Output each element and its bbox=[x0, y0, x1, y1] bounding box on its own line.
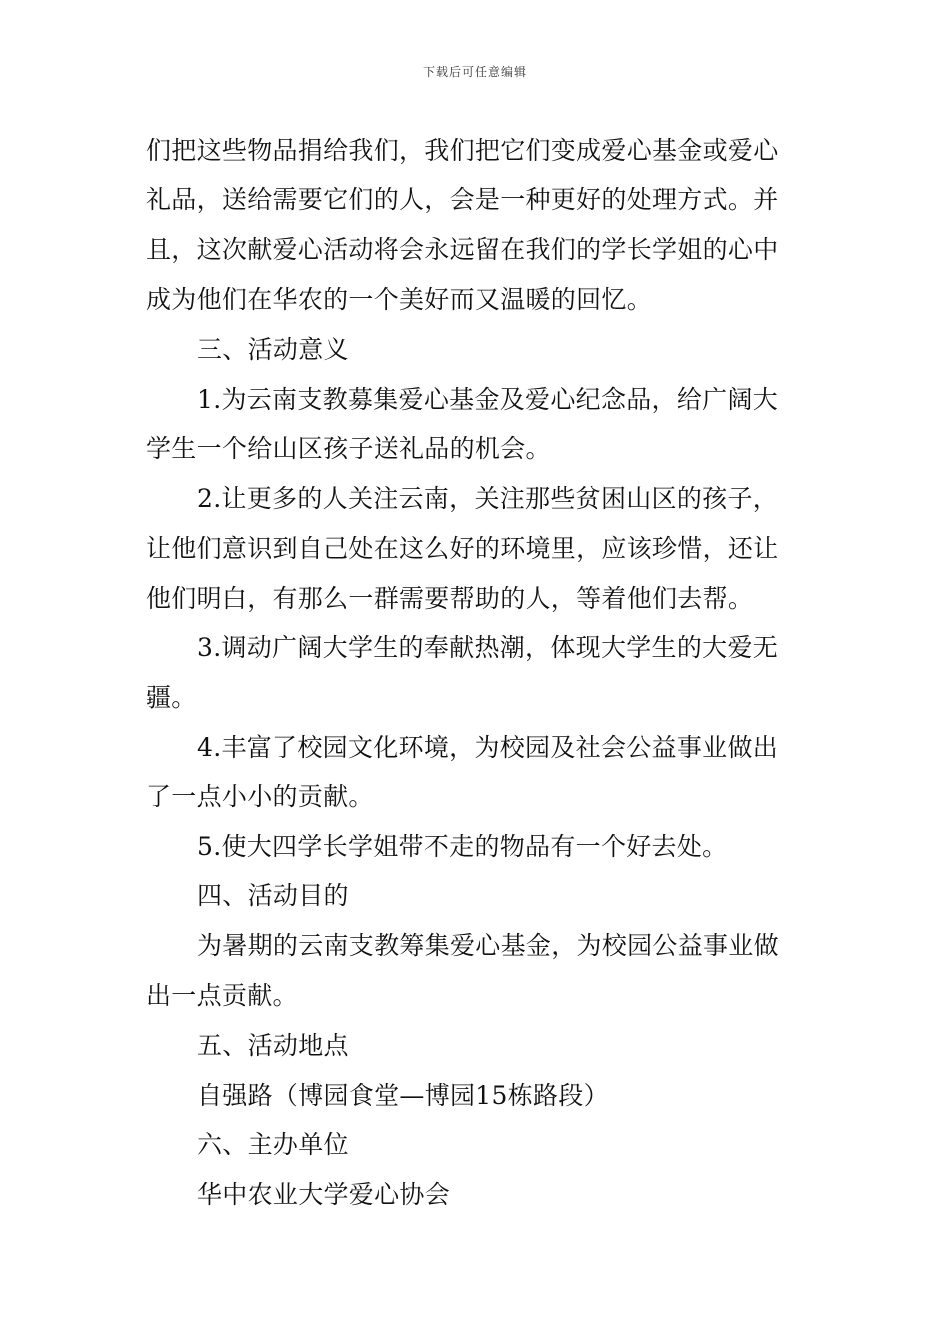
section-heading: 三、活动意义 bbox=[197, 335, 349, 364]
paragraph-line: 自强路（博园食堂—博园15栋路段） bbox=[197, 1081, 609, 1110]
section-heading: 六、主办单位 bbox=[197, 1130, 349, 1159]
paragraph-line: 成为他们在华农的一个美好而又温暖的回忆。 bbox=[146, 285, 653, 314]
list-item-line: 3.调动广阔大学生的奉献热潮，体现大学生的大爱无 bbox=[197, 633, 779, 662]
paragraph-line: 们把这些物品捐给我们，我们把它们变成爱心基金或爱心 bbox=[146, 136, 779, 165]
list-item-line: 2.让更多的人关注云南，关注那些贫困山区的孩子， bbox=[197, 484, 779, 513]
list-item-line: 疆。 bbox=[146, 683, 197, 712]
list-item-line: 让他们意识到自己处在这么好的环境里，应该珍惜，还让 bbox=[146, 534, 779, 563]
list-item-line: 了一点小小的贡献。 bbox=[146, 782, 374, 811]
list-item-line: 他们明白，有那么一群需要帮助的人，等着他们去帮。 bbox=[146, 584, 754, 613]
section-heading: 五、活动地点 bbox=[197, 1031, 349, 1060]
paragraph-line: 出一点贡献。 bbox=[146, 981, 298, 1010]
list-item-line: 4.丰富了校园文化环境，为校园及社会公益事业做出 bbox=[197, 733, 779, 762]
paragraph-line: 华中农业大学爱心协会 bbox=[197, 1180, 451, 1209]
paragraph-line: 且，这次献爱心活动将会永远留在我们的学长学姐的心中 bbox=[146, 235, 779, 264]
paragraph-line: 礼品，送给需要它们的人，会是一种更好的处理方式。并 bbox=[146, 185, 779, 214]
list-item-line: 5.使大四学长学姐带不走的物品有一个好去处。 bbox=[197, 832, 728, 861]
section-heading: 四、活动目的 bbox=[197, 881, 349, 910]
paragraph-line: 为暑期的云南支教筹集爱心基金，为校园公益事业做 bbox=[197, 931, 779, 960]
page-header: 下载后可任意编辑 bbox=[422, 65, 527, 79]
list-item-line: 1.为云南支教募集爱心基金及爱心纪念品，给广阔大 bbox=[197, 385, 779, 414]
list-item-line: 学生一个给山区孩子送礼品的机会。 bbox=[146, 434, 551, 463]
